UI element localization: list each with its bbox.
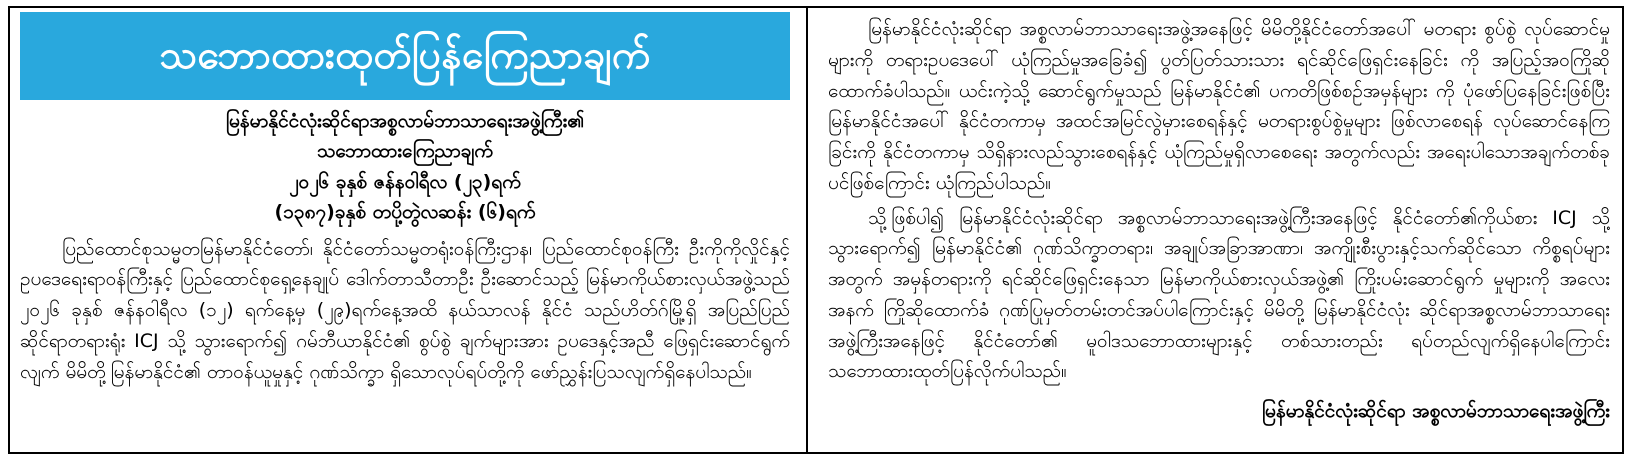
heading-block [20, 106, 790, 228]
heading-line-1: မြန်မာနိုင်ငံလုံးဆိုင်ရာအစ္စလာမ်ဘာသာရေးအဖွဲ့ကြီး၏ [225, 110, 585, 132]
signature-line: မြန်မာနိုင်ငံလုံးဆိုင်ရာ အစ္စလာမ်ဘာသာရေးအဖွဲ့ကြီး [1261, 400, 1610, 423]
left-paragraph-1: ပြည်ထောင်စုသမ္မတမြန်မာနိုင်ငံတော်၊ နိုင်ငံတော်သမ္မတရုံးဝန်ကြီးဌာန၊ ပြည်ထောင်စုဝန်ကြီး ဦးကိုကိုလှိုင်နှင့် ဥပဒေရေးရာဝန်ကြီးနှင့် ပြည်ထောင်စုရှေ့နေချုပ် ဒေါက်တာသီတာဦး ဦးဆောင်သည့် မြန်မာကိုယ်စားလှယ်အဖွဲ့သည် ၂၀၂၆ ခုနှစ် ဇန်နဝါရီလ (၁၂) ရက်နေ့မှ (၂၉)ရက်နေ့အထိ နယ်သာလန် နိုင်ငံ သည်ဟိတ်ဂ်မြို့ရှိ အပြည်ပြည်ဆိုင်ရာတရားရုံး ICJ သို့ သွားရောက်၍ ဂမ်ဘီယာနိုင်ငံ၏ စွပ်စွဲ ချက်များအား ဥပဒေနှင့်အညီ ဖြေရှင်းဆောင်ရွက်လျက် မိမိတို့မြန်မာနိုင်ငံ၏ တာဝန်ယူမှုနှင့် ဂုဏ်သိက္ခာ ရှိသောလုပ်ရပ်တို့ကို ဖော်ညွှန်းပြသလျက်ရှိနေပါသည်။ [20, 237, 790, 383]
right-column [814, 8, 1622, 452]
right-paragraph-2: သို့ဖြစ်ပါ၍ မြန်မာနိုင်ငံလုံးဆိုင်ရာ အစ္စလာမ်ဘာသာရေးအဖွဲ့ကြီးအနေဖြင့် နိုင်ငံတော်၏ကိုယ်စား ICJ သို့ သွားရောက်၍ မြန်မာနိုင်ငံ၏ ဂုဏ်သိက္ခာတရား၊ အချုပ်အခြာအာဏာ၊ အကျိုးစီးပွားနှင့်သက်ဆိုင်သော ကိစ္စရပ်များအတွက် အမှန်တရားကို ရင်ဆိုင်ဖြေရှင်းနေသာ မြန်မာကိုယ်စားလှယ်အဖွဲ့၏ ကြိုးပမ်းဆောင်ရွက် မှုများကို အလေးအနက် ကြိုဆိုထောက်ခံ ဂုဏ်ပြုမှတ်တမ်းတင်အပ်ပါကြောင်းနှင့် မိမိတို့ မြန်မာနိုင်ငံလုံး ဆိုင်ရာအစ္စလာမ်ဘာသာရေးအဖွဲ့ကြီးအနေဖြင့် နိုင်ငံတော်၏ မူဝါဒသဘောထားများနှင့် တစ်သားတည်း ရပ်တည်လျက်ရှိနေပါကြောင်း သဘောထားထုတ်ပြန်လိုက်ပါသည်။ [828, 206, 1610, 383]
heading-line-4: (၁၃၈၇)ခုနှစ် တပို့တွဲလဆန်း (၆)ရက် [274, 201, 536, 224]
left-body-text [20, 234, 790, 388]
column-divider [806, 8, 808, 452]
two-column-layout [10, 8, 1622, 452]
heading-line-2: သဘောထားကြေညာချက် [317, 140, 493, 163]
right-paragraph-1: မြန်မာနိုင်ငံလုံးဆိုင်ရာ အစ္စလာမ်ဘာသာရေးအဖွဲ့အနေဖြင့် မိမိတို့နိုင်ငံတော်အပေါ် မတရား စွပ်စွဲ လုပ်ဆောင်မှုများကို တရားဥပဒေပေါ် ယုံကြည်မှုအခြေခံ၍ ပွတ်ပြတ်သားသား ရင်ဆိုင်ဖြေရှင်းနေခြင်း ကို အပြည့်အဝကြိုဆိုထောက်ခံပါသည်။ ယင်းကဲ့သို့ ဆောင်ရွက်မှုသည် မြန်မာနိုင်ငံ၏ ပကတိဖြစ်စဉ်အမှန်များ ကို ပုံဖော်ပြနေခြင်းဖြစ်ပြီး မြန်မာနိုင်ငံအပေါ် နိုင်ငံတကာမှ အထင်အမြင်လွဲမှားစေရန်နှင့် မတရားစွပ်စွဲမှုများ ဖြစ်လာစေရန် လုပ်ဆောင်နေကြခြင်းကို နိုင်ငံတကာမှ သိရှိနားလည်သွားစေရန်နှင့် ယုံကြည်မှုရှိလာစေရေး အတွက်လည်း အရေးပါသောအချက်တစ်ခုပင်ဖြစ်ကြောင်း ယုံကြည်ပါသည်။ [828, 18, 1610, 194]
heading-line-3: ၂၀၂၆ ခုနှစ် ဇန်နဝါရီလ (၂၃)ရက် [289, 170, 521, 193]
announcement-banner [20, 12, 790, 100]
right-body-text [828, 14, 1610, 387]
banner-title: သဘောထားထုတ်ပြန်ကြေညာချက် [159, 32, 651, 78]
left-column [10, 8, 800, 452]
